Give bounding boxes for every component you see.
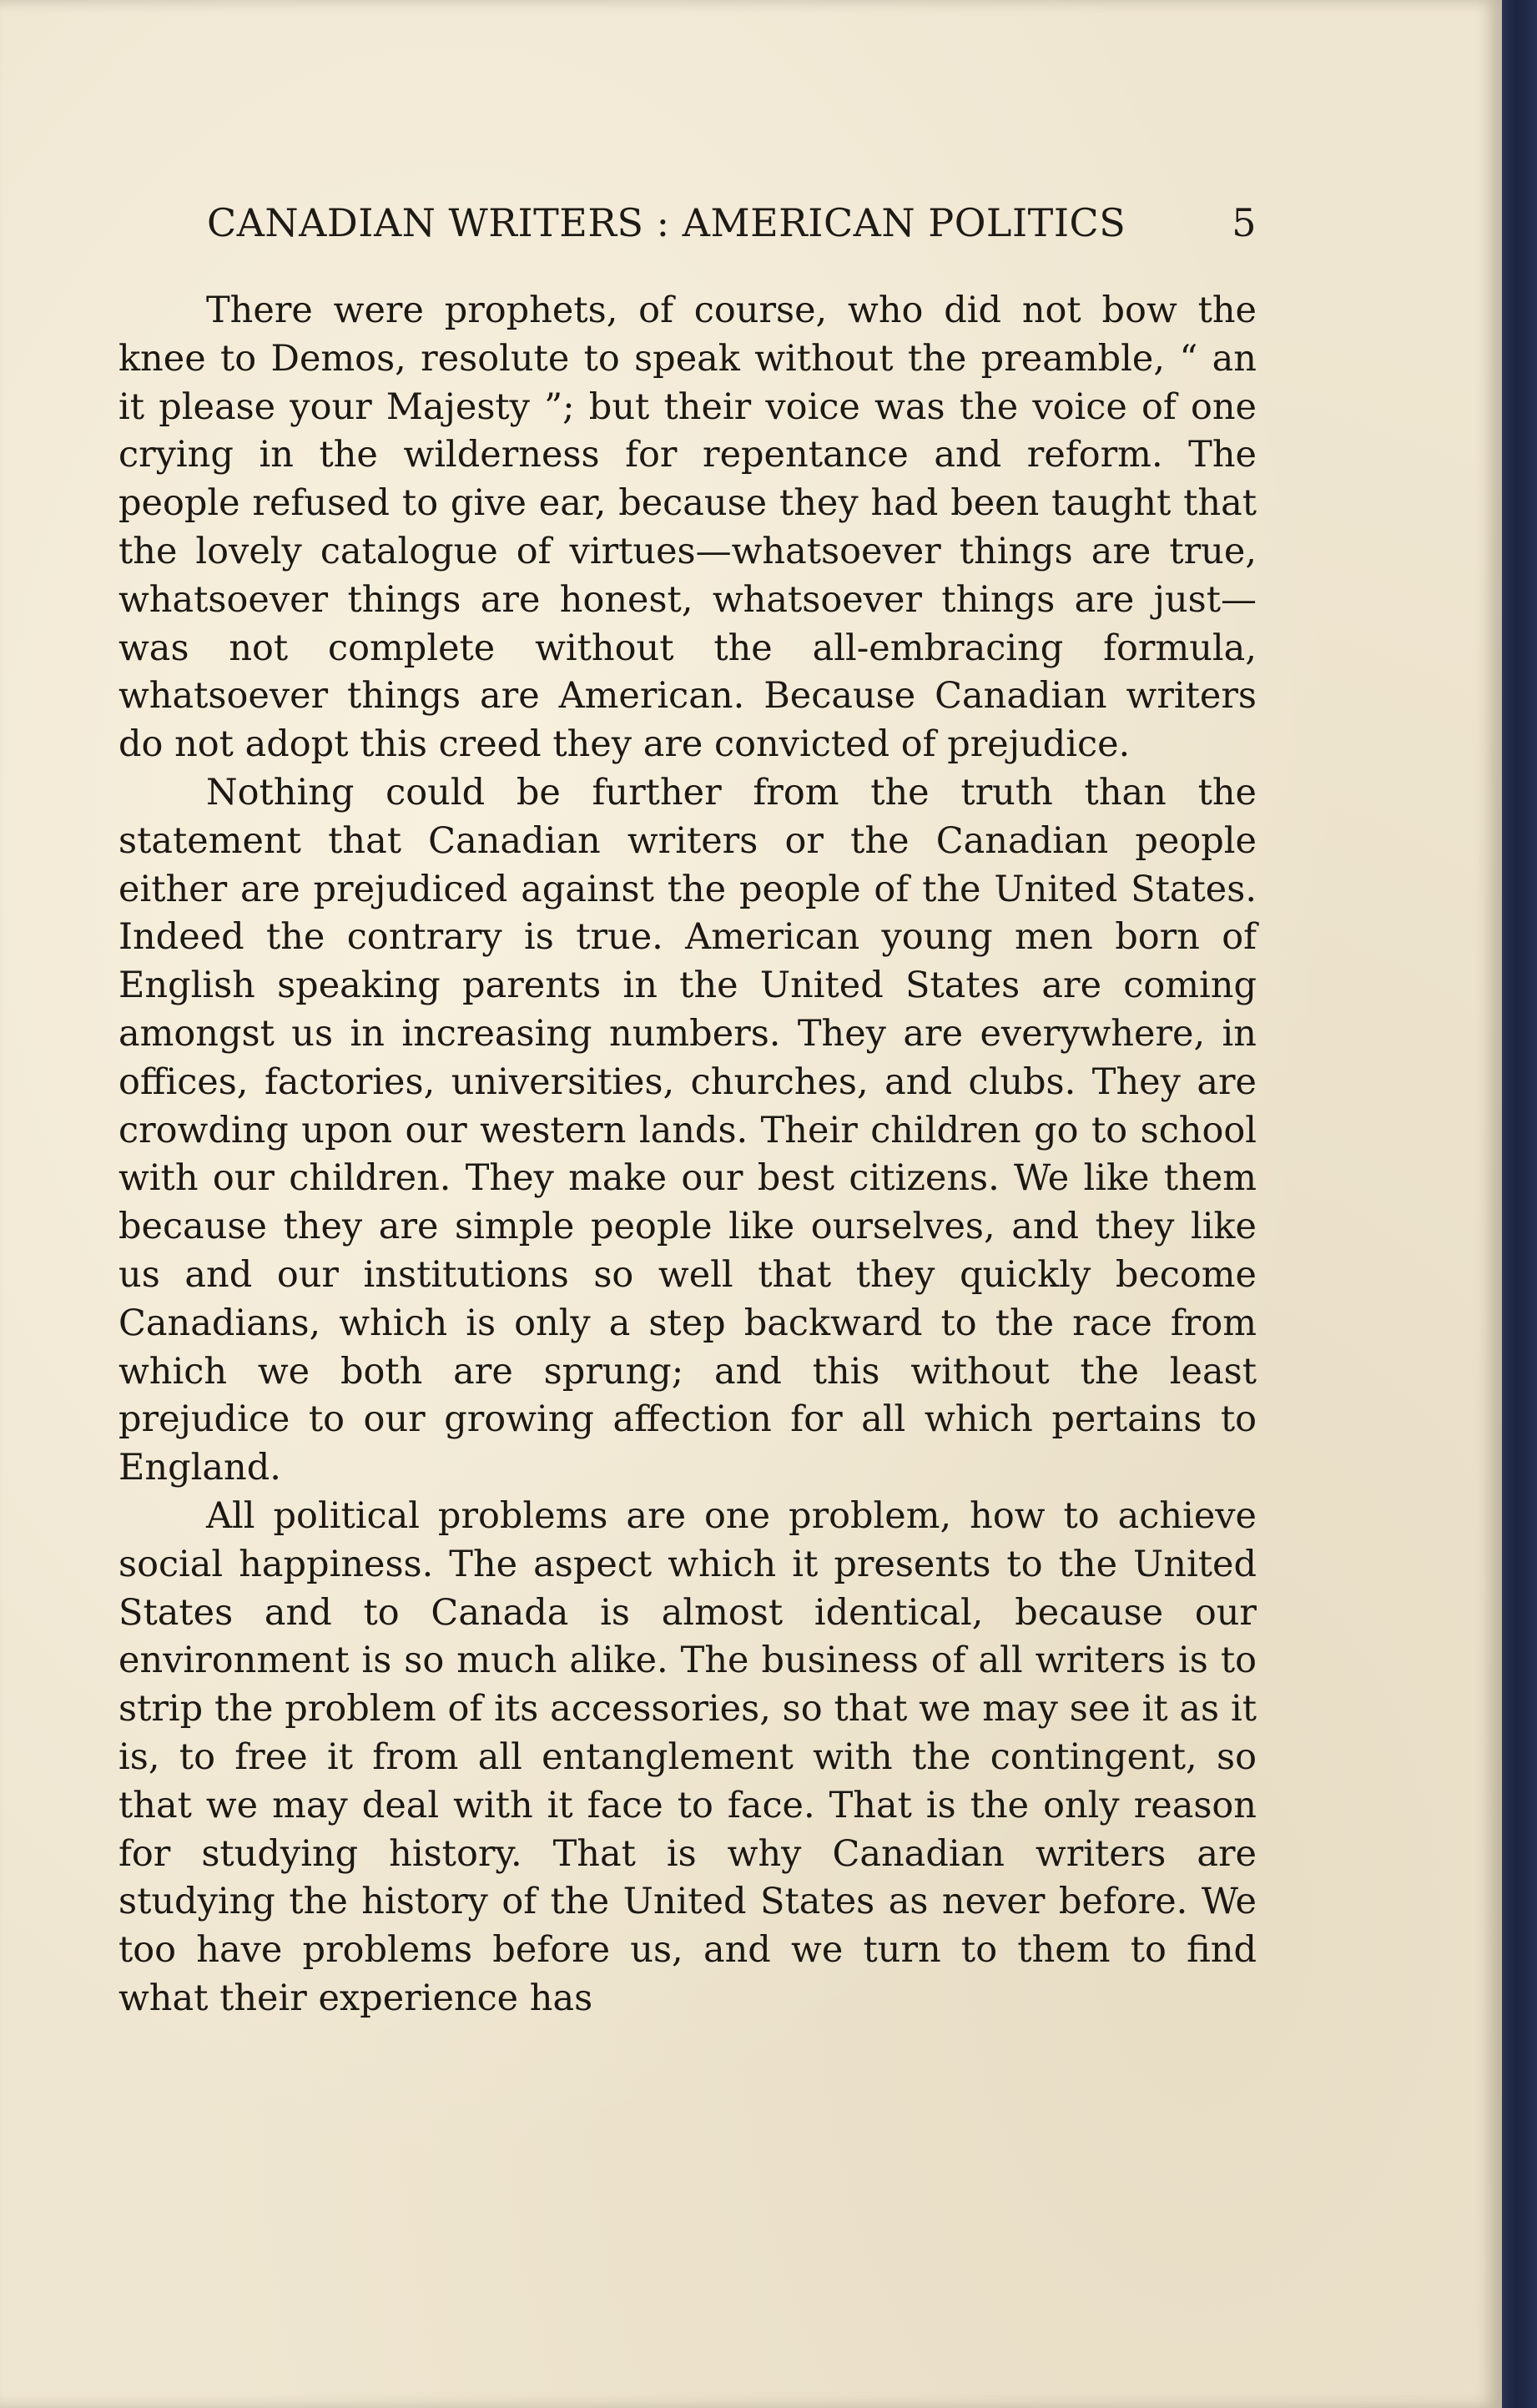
paragraph-political-problems: All political problems are one problem, how to achieve social happiness. The aspect which it presents to the United States and to Canada is almost identical, because our environment is so much alike. The business of all writers is to strip the problem of its accessories, so that we may see it as it is, to free it from all entanglement with the contingent, so that we may deal with it face to face. That is the only reason for studying history. That is why Canadian writers are studying the history of the United States as never before. We too have problems before us, and we turn to them to find what their experience has [118,1494,1257,2019]
paragraph-prophets: There were prophets, of course, who did not bow the knee to Demos, resolute to speak without the preamble, “ an it please your Majesty ”; but their voice was the voice of one crying in the wilderness for repentance and reform. The people refused to give ear, because they had been taught that the lovely catalogue of virtues—whatsoever things are true, whatsoever things are honest, whatsoever things are just—was not complete without the all-embracing formula, whatsoever things are American. Because Canadian writers do not adopt this creed they are convicted of prejudice. [118,290,1257,766]
book-cover-edge [1502,0,1537,2408]
body-text [118,287,1257,2023]
page-number: 5 [1232,200,1257,245]
paragraph-prejudice: Nothing could be further from the truth than the statement that Canadian writers or the Canadian people either are prejudiced against the people of the United States. Indeed the contrary is true. American young men born of English speaking parents in the United States are coming amongst us in increasing numbers. They are everywhere, in offices, factories, universities, churches, and clubs. They are crowding upon our western lands. Their children go to school with our children. They make our best citizens. We like them because they are simple people like ourselves, and they like us and our institutions so well that they quickly become Canadians, which is only a step backward to the race from which we both are sprung; and this without the least prejudice to our growing affection for all which pertains to England. [118,771,1257,1489]
running-head-title: CANADIAN WRITERS : AMERICAN POLITICS [207,200,1126,245]
running-head [207,200,1257,259]
